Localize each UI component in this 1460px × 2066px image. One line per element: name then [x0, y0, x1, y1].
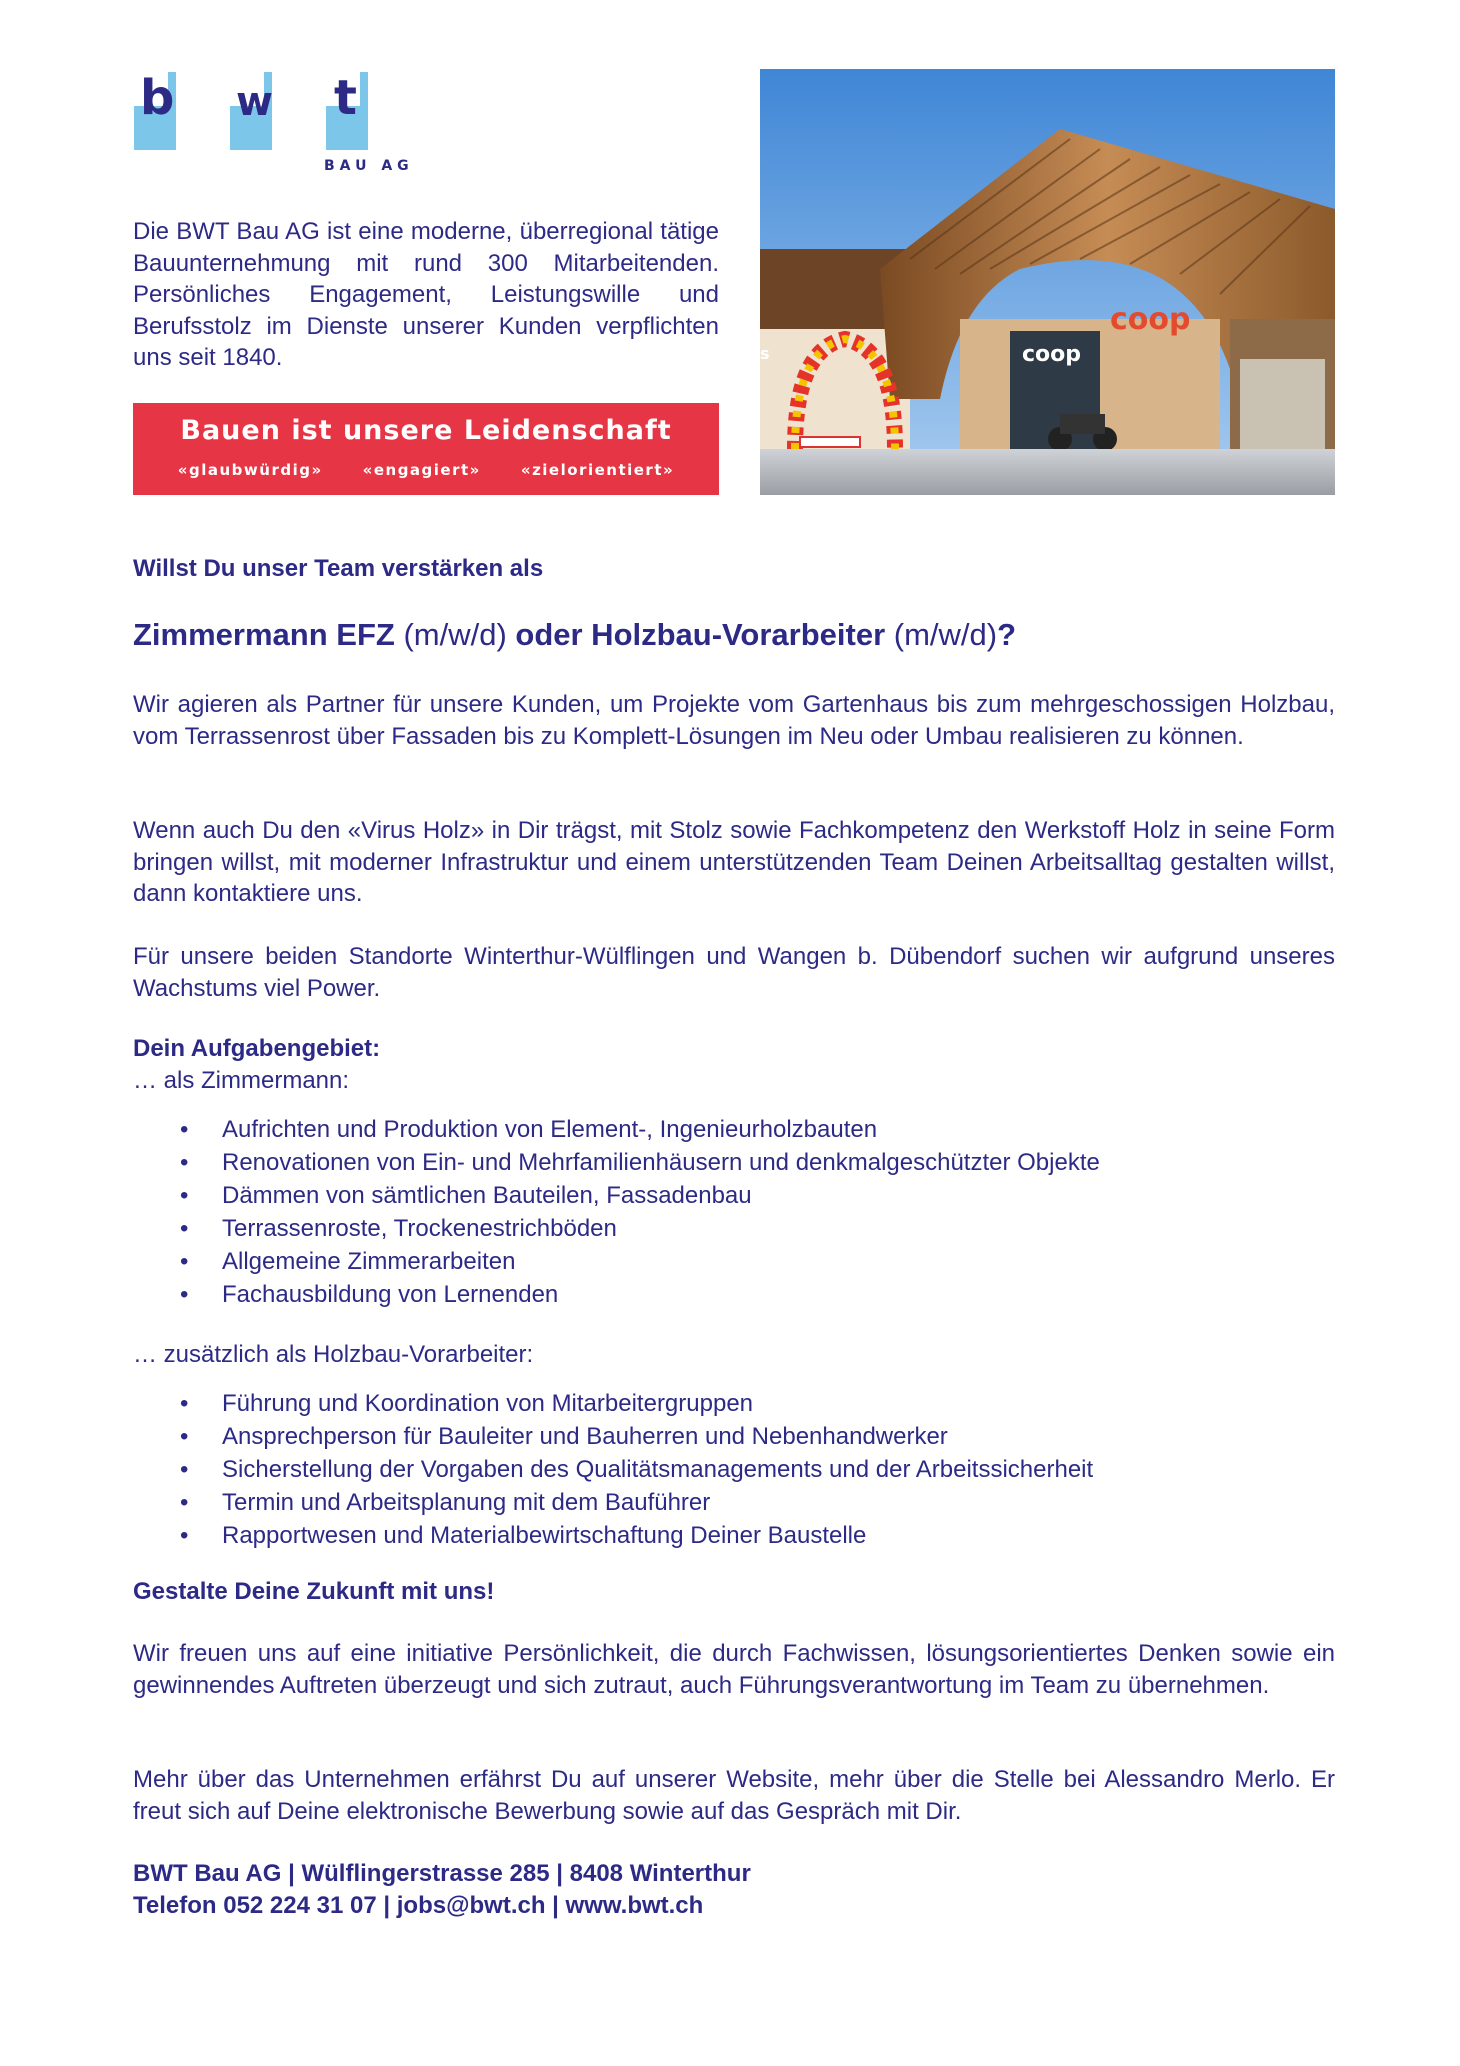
list-item: • Termin und Arbeitsplanung mit dem Bauführer [180, 1486, 1093, 1519]
lead-question: Willst Du unser Team verstärken als [133, 555, 544, 582]
list-item: • Terrassenroste, Trockenestrichböden [180, 1212, 1100, 1245]
company-intro: Die BWT Bau AG ist eine moderne, überregional tätige Bauunternehmung mit rund 300 Mitarbeitenden. Persönliches Engagement, Leistungswille und Berufsstolz im Dienste unserer Kunden verpflichten uns seit 1840. [133, 218, 719, 371]
logo-subtitle: BAU AG [324, 158, 414, 174]
list-item: • Fachausbildung von Lernenden [180, 1278, 1100, 1311]
list-item: • Rapportwesen und Materialbewirtschaftung Deiner Baustelle [180, 1519, 1093, 1552]
paragraph-contact: Mehr über das Unternehmen erfährst Du auf unserer Website, mehr über die Stelle bei Alessandro Merlo. Er freut sich auf Deine elektronische Bewerbung sowie auf das Gespräch mit Dir. [133, 1766, 1335, 1825]
slogan-main: Bauen ist unsere Leidenschaft [180, 415, 672, 446]
job-title-role2: oder Holzbau-Vorarbeiter [515, 617, 886, 652]
job-title-gender2: (m/w/d) [885, 617, 998, 652]
paragraph-locations: Für unsere beiden Standorte Winterthur-Wülflingen und Wangen b. Dübendorf suchen wir aufgrund unseres Wachstums viel Power. [133, 943, 1335, 1002]
side-sign: s [760, 344, 770, 363]
list-item: • Renovationen von Ein- und Mehrfamilienhäusern und denkmalgeschützter Objekte [180, 1146, 1100, 1179]
footer-contact: Telefon 052 224 31 07 | jobs@bwt.ch | www.bwt.ch [133, 1892, 704, 1919]
logo-letter-t: t [334, 70, 357, 126]
tasks-group1-list [180, 1113, 1100, 1311]
tasks-group2-label: … zusätzlich als Holzbau-Vorarbeiter: [133, 1341, 534, 1368]
building-photo-illustration [760, 69, 1335, 495]
coop-sign: coop [1110, 302, 1191, 337]
job-title-gender1: (m/w/d) [394, 617, 516, 652]
job-title-role1: Zimmermann EFZ [133, 617, 395, 652]
tasks-group2-list [180, 1387, 1093, 1552]
company-logo [134, 72, 414, 182]
building-photo [760, 69, 1335, 495]
slogan-banner [133, 403, 719, 495]
paragraph-partner: Wir agieren als Partner für unsere Kunden, um Projekte vom Gartenhaus bis zum mehrgeschossigen Holzbau, vom Terrassenrost über Fassaden bis zu Komplett-Lösungen im Neu oder Umbau realisieren zu können. [133, 691, 1335, 750]
paragraph-virus-holz: Wenn auch Du den «Virus Holz» in Dir trägst, mit Stolz sowie Fachkompetenz den Werkstoff Holz in seine Form bringen willst, mit moderner Infrastruktur und einem unterstützenden Team Deinen Arbeitsalltag gestalten willst, dann kontaktiere uns. [133, 817, 1335, 907]
tasks-heading: Dein Aufgabengebiet: [133, 1035, 381, 1062]
job-title-question: ? [997, 617, 1017, 652]
list-item: • Führung und Koordination von Mitarbeitergruppen [180, 1387, 1093, 1420]
contact-footer [133, 1858, 751, 1922]
list-item: • Aufrichten und Produktion von Element-, Ingenieurholzbauten [180, 1113, 1100, 1146]
job-title [133, 617, 1016, 653]
future-heading: Gestalte Deine Zukunft mit uns! [133, 1578, 495, 1605]
list-item: • Ansprechperson für Bauleiter und Bauherren und Nebenhandwerker [180, 1420, 1093, 1453]
logo-letter-w: w [236, 79, 273, 125]
list-item: • Allgemeine Zimmerarbeiten [180, 1245, 1100, 1278]
list-item: • Sicherstellung der Vorgaben des Qualitätsmanagements und der Arbeitssicherheit [180, 1453, 1093, 1486]
logo-letter-b: b [140, 70, 175, 126]
list-item: • Dämmen von sämtlichen Bauteilen, Fassadenbau [180, 1179, 1100, 1212]
logo-block-3-stem [360, 72, 368, 106]
storefront-logo: coop [1022, 342, 1082, 367]
slogan-value: «glaubwürdig» [177, 461, 323, 479]
slogan-values [133, 461, 719, 479]
footer-address: BWT Bau AG | Wülflingerstrasse 285 | 8408 Winterthur [133, 1860, 751, 1887]
slogan-value: «zielorientiert» [520, 461, 675, 479]
paragraph-personality: Wir freuen uns auf eine initiative Persönlichkeit, die durch Fachwissen, lösungsorientiertes Denken sowie ein gewinnendes Auftreten überzeugt und sich zutraut, auch Führungsverantwortung im Team zu übernehmen. [133, 1640, 1335, 1699]
tasks-group1-label: … als Zimmermann: [133, 1067, 350, 1094]
slogan-value: «engagiert» [362, 461, 481, 479]
